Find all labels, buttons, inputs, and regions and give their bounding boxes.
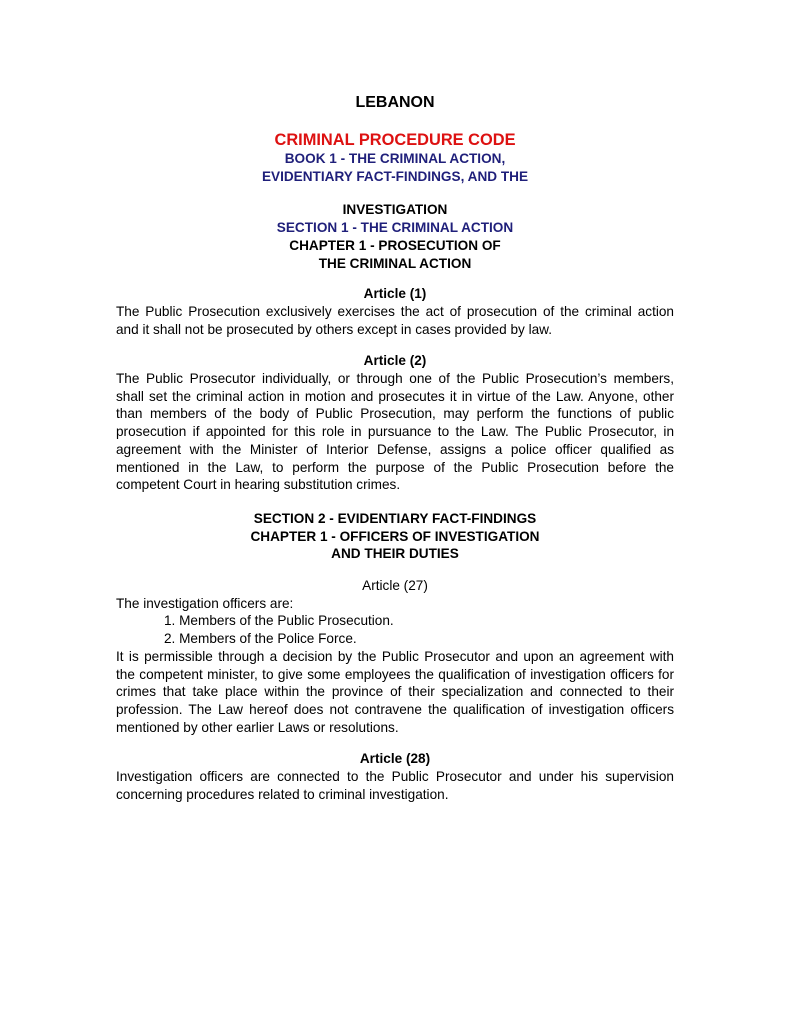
article-27-intro: The investigation officers are: (116, 595, 294, 611)
list-item: 1. Members of the Public Prosecution. (164, 613, 394, 629)
investigation-heading: INVESTIGATION (342, 202, 448, 218)
article-1-text: The Public Prosecution exclusively exercises the act of prosecution of the criminal action and it shall not be prosecuted by others except in cases provided by law. (116, 303, 674, 337)
article-27-text: It is permissible through a decision by the Public Prosecutor and upon an agreement with the competent minister, to give some employees the qualification of investigation officers for crimes that take place within the province of their specialization and connected to their profession. The Law hereof does not contravene the qualification of investigation officers mentioned by other earlier Laws or resolutions. (116, 648, 674, 735)
article-28-text: Investigation officers are connected to the Public Prosecutor and under his supervision concerning procedures related to criminal investigation. (116, 769, 674, 802)
chapter-officers-heading-line2: AND THEIR DUTIES (331, 546, 459, 562)
article-2-text: The Public Prosecutor individually, or through one of the Public Prosecution’s members, shall set the criminal action in motion and prosecutes it in virtue of the Law. Anyone, other than members of the body of Public Prosecution, may perform the functions of public prosecution if appointed for this role in pursuance to the Law. The Public Prosecutor, in agreement with the Minister of Interior Defense, assigns a police officer qualified as mentioned in the Law, to perform the purpose of the Public Prosecution before the competent Court in hearing substitution crimes. (116, 371, 674, 493)
code-title: CRIMINAL PROCEDURE CODE (274, 131, 516, 149)
list-item: 2. Members of the Police Force. (164, 631, 357, 647)
chapter1-heading-line1: CHAPTER 1 - PROSECUTION OF (289, 237, 501, 253)
country-title: LEBANON (355, 94, 435, 111)
article-1-heading: Article (1) (363, 286, 427, 302)
book-heading-line1: BOOK 1 - THE CRIMINAL ACTION, (284, 151, 506, 166)
article-2-heading: Article (2) (363, 353, 427, 369)
article-28-heading: Article (28) (359, 751, 431, 767)
section1-heading: SECTION 1 - THE CRIMINAL ACTION (276, 220, 514, 236)
officer-list (116, 612, 674, 647)
chapter-officers-heading-line1: CHAPTER 1 - OFFICERS OF INVESTIGATION (250, 528, 540, 544)
document-page (116, 92, 674, 804)
chapter1-heading-line2: THE CRIMINAL ACTION (318, 255, 472, 271)
section2-heading: SECTION 2 - EVIDENTIARY FACT-FINDINGS (253, 510, 537, 526)
book-heading-line2: EVIDENTIARY FACT-FINDINGS, AND THE (261, 168, 529, 184)
article-27-heading: Article (27) (362, 578, 428, 594)
